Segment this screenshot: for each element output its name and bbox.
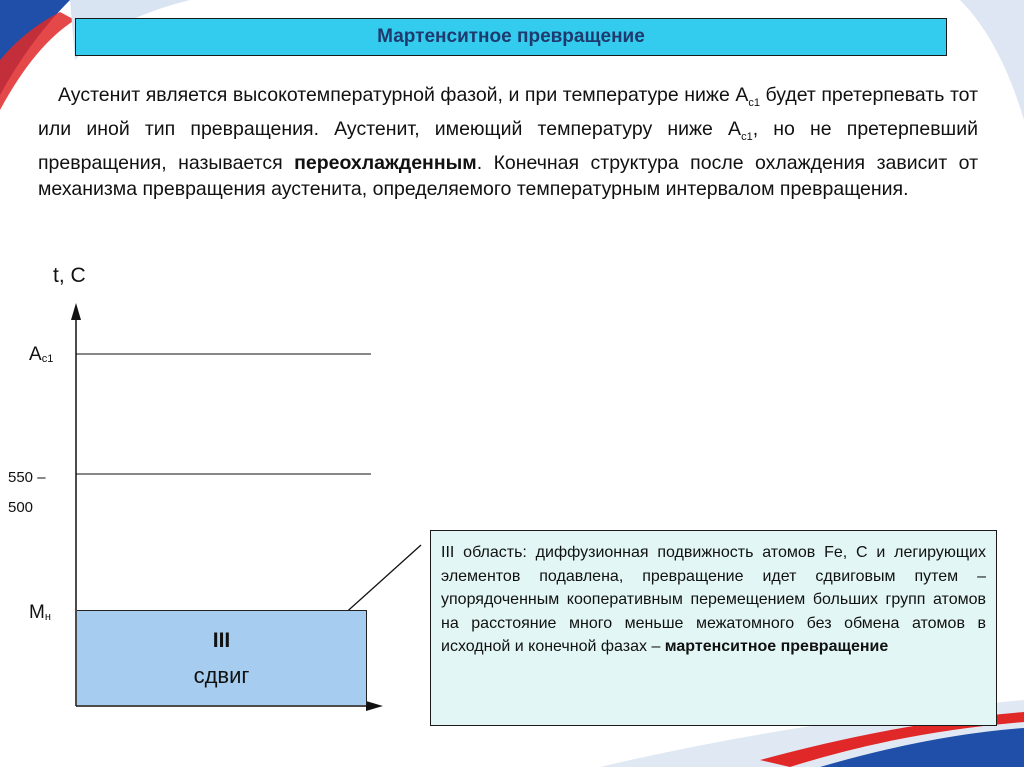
- region-name: сдвиг: [193, 663, 250, 688]
- region-roman-numeral: III: [212, 629, 231, 652]
- intro-paragraph: Аустенит является высокотемпературной фазой, и при температуре ниже $А_{с1}$ будет претерпевать тот или иной тип превращения. Аустенит, имеющий температуру ниже $А_{с1}$, но не претерпевший превращения, называется переохлажденным. Конечная структура после охлаждения зависит от механизма превращения аустенита, определяемого температурным интервалом превращения.: [38, 84, 979, 200]
- shear-region: [77, 610, 367, 705]
- region-description-box: III область: диффузионная подвижность атомов Fe, C и легирующих элементов подавлена, превращение идет сдвиговым путем – упорядоченным кооперативным перемещением больших групп атомов на расстояние много меньше межатомного без обмена атомов в исходной и конечной фазах – мартенситное превращение: [430, 530, 997, 726]
- ac1-label: $А_{с1}$: [29, 344, 54, 365]
- y-axis-label: t, C: [53, 264, 86, 287]
- slide-title: Мартенситное превращение: [75, 18, 947, 56]
- x-axis-arrow: [366, 701, 383, 711]
- mn-label: $М_н$: [29, 602, 51, 623]
- 550-500-label: 550 – 500: [8, 469, 46, 516]
- note-bold-term: мартенситное превращение: [664, 638, 889, 655]
- y-axis-arrow: [71, 303, 81, 320]
- intro-bold-term: переохлажденным: [294, 151, 477, 174]
